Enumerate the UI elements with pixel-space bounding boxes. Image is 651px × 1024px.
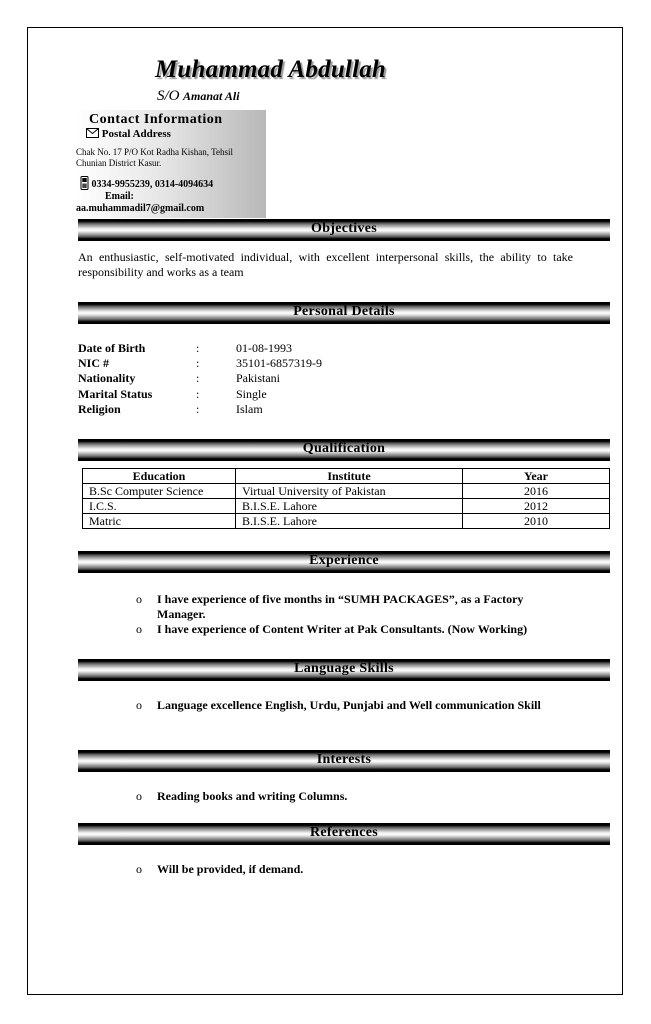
column-header-year: Year: [463, 469, 610, 484]
bullet-icon: o: [136, 592, 142, 606]
candidate-name: Muhammad Abdullah: [155, 56, 387, 83]
list-item: [136, 698, 573, 713]
institute-cell: Virtual University of Pakistan: [236, 484, 463, 499]
postal-address: Chak No. 17 P/O Kot Radha Kishan, Tehsil Chunian District Kasur.: [76, 147, 233, 168]
detail-colon: :: [196, 387, 200, 401]
list-item-text: I have experience of Content Writer at Pak Consultants. (Now Working): [157, 622, 528, 636]
table-row: [83, 499, 610, 514]
qualification-heading: Qualification: [302, 441, 386, 456]
education-cell: Matric: [83, 514, 236, 529]
phone-numbers: 0334-9955239, 0314-4094634: [91, 178, 214, 190]
year-cell: 2010: [463, 514, 610, 529]
bullet-icon: o: [136, 698, 142, 712]
experience-heading: Experience: [309, 553, 379, 568]
table-row: [83, 514, 610, 529]
table-header-row: [83, 469, 610, 484]
postal-address-label: Postal Address: [101, 128, 171, 141]
bullet-icon: o: [136, 862, 142, 876]
envelope-icon: [86, 128, 99, 141]
detail-colon: :: [196, 356, 200, 370]
year-cell: 2016: [463, 484, 610, 499]
institute-cell: B.I.S.E. Lahore: [236, 499, 463, 514]
interests-heading-bar: [78, 750, 610, 772]
objectives-heading-bar: [78, 219, 610, 241]
contact-box: [76, 110, 266, 218]
detail-colon: :: [196, 341, 200, 355]
detail-value: 01-08-1993: [236, 341, 292, 355]
interests-list: [136, 789, 576, 804]
qualification-heading-bar: [78, 439, 610, 461]
detail-value: Pakistani: [236, 371, 280, 385]
objectives-heading: Objectives: [311, 221, 377, 236]
list-item-text: I have experience of five months in “SUMH PACKAGES”, as a Factory Manager.: [157, 592, 524, 621]
detail-key: Nationality: [78, 371, 136, 385]
experience-heading-bar: [78, 551, 610, 573]
table-row: [83, 484, 610, 499]
objectives-text: An enthusiastic, self-motivated individual, with excellent interpersonal skills, the ability to take responsibility and works as a team: [78, 250, 573, 279]
personal-details-heading-bar: [78, 302, 610, 324]
list-item-text: Language excellence English, Urdu, Punjabi and Well communication Skill: [157, 698, 541, 712]
year-cell: 2012: [463, 499, 610, 514]
language-skills-list: [136, 698, 573, 713]
institute-cell: B.I.S.E. Lahore: [236, 514, 463, 529]
column-header-institute: Institute: [236, 469, 463, 484]
column-header-education: Education: [83, 469, 236, 484]
detail-value: Islam: [236, 402, 263, 416]
father-name-line: [157, 88, 240, 105]
education-cell: B.Sc Computer Science: [83, 484, 236, 499]
education-cell: I.C.S.: [83, 499, 236, 514]
detail-key: NIC #: [78, 356, 110, 370]
personal-details-heading: Personal Details: [293, 304, 395, 319]
language-skills-heading-bar: [78, 659, 610, 681]
detail-key: Religion: [78, 402, 121, 416]
contact-title: Contact Information: [89, 112, 223, 127]
language-skills-heading: Language Skills: [294, 661, 394, 676]
father-name: Amanat Ali: [183, 89, 240, 103]
list-item-text: Reading books and writing Columns.: [157, 789, 348, 803]
list-item: [136, 622, 566, 637]
list-item: [136, 862, 576, 877]
interests-heading: Interests: [316, 752, 372, 767]
detail-value: 35101-6857319-9: [236, 356, 322, 370]
detail-key: Date of Birth: [78, 341, 146, 355]
postal-address-label-row: [86, 128, 171, 141]
detail-key: Marital Status: [78, 387, 153, 401]
detail-colon: :: [196, 371, 200, 385]
list-item: [136, 592, 566, 622]
list-item-text: Will be provided, if demand.: [157, 862, 304, 876]
email-label: Email:: [105, 191, 134, 202]
qualification-table: [82, 468, 610, 529]
email-address: aa.muhammadil7@gmail.com: [76, 203, 205, 214]
experience-list: [136, 592, 566, 637]
so-tag: S/O: [157, 88, 180, 104]
references-heading: References: [309, 825, 379, 840]
references-heading-bar: [78, 823, 610, 845]
references-list: [136, 862, 576, 877]
detail-value: Single: [236, 387, 267, 401]
bullet-icon: o: [136, 789, 142, 803]
phone-row: [80, 176, 213, 193]
list-item: [136, 789, 576, 804]
mobile-phone-icon: [80, 176, 89, 193]
detail-colon: :: [196, 402, 200, 416]
bullet-icon: o: [136, 622, 142, 636]
